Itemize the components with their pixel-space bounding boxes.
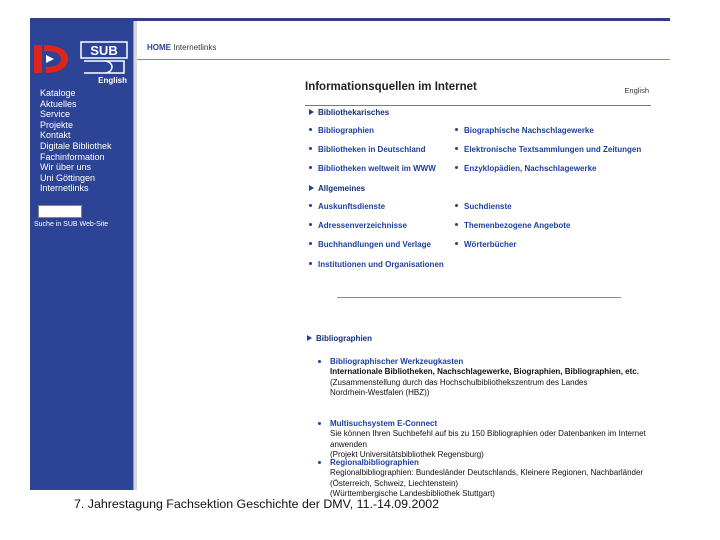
breadcrumb-home-link[interactable]: HOME <box>147 43 171 52</box>
link-label: Bibliotheken in Deutschland <box>318 145 426 154</box>
bullet-icon <box>455 204 458 207</box>
entry-line: (Projekt Universitätsbibliothek Regensburg) <box>330 449 484 459</box>
link-suchdienste[interactable] <box>455 202 512 211</box>
link-label: Enzyklopädien, Nachschlagewerke <box>464 164 597 173</box>
section-heading-label: Bibliothekarisches <box>318 108 390 117</box>
link-enzyklopaedien[interactable] <box>455 164 597 173</box>
bibliographien-heading <box>307 334 372 343</box>
link-institutionen-organisationen[interactable] <box>309 260 444 269</box>
bullet-icon <box>309 262 312 265</box>
bullet-icon <box>455 223 458 226</box>
sidebar-item-service[interactable]: Service <box>40 109 71 120</box>
section-divider <box>337 297 621 298</box>
sidebar <box>30 21 133 490</box>
sidebar-item-projekte[interactable]: Projekte <box>40 119 74 130</box>
sidebar-nav <box>40 88 112 194</box>
english-link[interactable]: English <box>624 86 649 95</box>
section-heading-bibliothekarisches <box>309 108 389 117</box>
link-label: Auskunftsdienste <box>318 202 386 211</box>
bullet-icon <box>309 204 312 207</box>
bibliography-entry <box>330 458 660 499</box>
sidebar-item-wir-ueber-uns[interactable]: Wir über uns <box>40 162 92 173</box>
link-label: Biographische Nachschlagewerke <box>464 126 594 135</box>
sidebar-item-fachinformation[interactable]: Fachinformation <box>40 151 105 162</box>
entry-bold-line: Internationale Bibliotheken, Nachschlagewerke, Biographien, Bibliographien, etc. <box>330 367 639 377</box>
link-woerterbuecher[interactable] <box>455 240 516 249</box>
svg-text:SUB: SUB <box>90 43 118 58</box>
triangle-right-icon <box>309 185 314 191</box>
bullet-icon <box>309 166 312 169</box>
entry-line: (Zusammenstellung durch das Hochschulbibliothekszentrum des Landes <box>330 377 588 387</box>
bullet-icon <box>318 422 321 425</box>
link-bibliographien[interactable] <box>309 126 374 135</box>
link-elektronische-textsammlungen[interactable] <box>455 145 641 154</box>
bullet-icon <box>309 223 312 226</box>
main-content <box>137 60 670 498</box>
slide-footer-caption: 7. Jahrestagung Fachsektion Geschichte der DMV, 11.-14.09.2002 <box>74 497 440 511</box>
title-bar <box>305 80 651 106</box>
link-auskunftsdienste[interactable] <box>309 202 385 211</box>
bullet-icon <box>309 147 312 150</box>
link-label: Bibliotheken weltweit im WWW <box>318 164 436 173</box>
sub-wordmark <box>80 41 128 75</box>
section-heading-label: Allgemeines <box>318 184 366 193</box>
sidebar-item-kataloge[interactable]: Kataloge <box>40 88 76 98</box>
sub-logo-mark-icon <box>32 41 72 77</box>
bullet-icon <box>309 242 312 245</box>
link-label: Wörterbücher <box>464 240 517 249</box>
entry-title-link[interactable]: Bibliographischer Werkzeugkasten <box>330 357 464 366</box>
link-label: Buchhandlungen und Verlage <box>318 240 431 249</box>
bullet-icon <box>455 128 458 131</box>
entry-title-link[interactable]: Regionalbibliographien <box>330 458 419 467</box>
link-label: Adressenverzeichnisse <box>318 221 407 230</box>
entry-line: Nordrhein-Westfalen (HBZ)) <box>330 387 430 397</box>
bibliography-entry <box>330 357 660 398</box>
site-search-input[interactable] <box>38 205 82 218</box>
link-bibliotheken-deutschland[interactable] <box>309 145 426 154</box>
browser-screenshot <box>30 21 670 498</box>
sidebar-item-digitale-bibliothek[interactable]: Digitale Bibliothek <box>40 140 112 151</box>
entry-line: Sie können Ihren Suchbefehl auf bis zu 150 Bibliographien oder Datenbanken im Internet anwenden <box>330 429 646 449</box>
bullet-icon <box>309 128 312 131</box>
bullet-icon <box>318 461 321 464</box>
link-label: Elektronische Textsammlungen und Zeitungen <box>464 145 642 154</box>
entry-line: (Österreich, Schweiz, Liechtenstein) <box>330 478 459 488</box>
bullet-icon <box>318 360 321 363</box>
bullet-icon <box>455 147 458 150</box>
triangle-right-icon <box>309 109 314 115</box>
link-label: Institutionen und Organisationen <box>318 260 444 269</box>
breadcrumb <box>147 43 216 52</box>
link-biographische-nachschlagewerke[interactable] <box>455 126 594 135</box>
entry-line: Regionalbibliographien: Bundesländer Deutschlands, Kleinere Regionen, Nachbarländer <box>330 468 644 478</box>
triangle-right-icon <box>307 335 312 341</box>
bullet-icon <box>455 166 458 169</box>
entry-line: (Württembergische Landesbibliothek Stuttgart) <box>330 488 495 498</box>
link-label: Bibliographien <box>318 126 374 135</box>
sidebar-item-uni-goettingen[interactable]: Uni Göttingen <box>40 172 96 183</box>
sidebar-item-internetlinks[interactable]: Internetlinks <box>40 183 89 194</box>
link-buchhandlungen-verlage[interactable] <box>309 240 431 249</box>
sidebar-english-link[interactable]: English <box>98 76 127 85</box>
sidebar-item-aktuelles[interactable]: Aktuelles <box>40 98 77 109</box>
top-nav <box>137 21 670 60</box>
link-adressenverzeichnisse[interactable] <box>309 221 407 230</box>
sidebar-item-kontakt[interactable]: Kontakt <box>40 130 71 141</box>
link-label: Suchdienste <box>464 202 512 211</box>
breadcrumb-current: Internetlinks <box>173 43 217 52</box>
entry-title-link[interactable]: Multisuchsystem E-Connect <box>330 419 438 428</box>
page-title: Informationsquellen im Internet <box>305 81 477 93</box>
section-heading-allgemeines <box>309 184 365 193</box>
bibliography-entry <box>330 419 660 460</box>
bibliographien-heading-label: Bibliographien <box>316 334 372 343</box>
link-label: Themenbezogene Angebote <box>464 221 571 230</box>
link-themenbezogene-angebote[interactable] <box>455 221 570 230</box>
site-search-label: Suche in SUB Web-Site <box>34 221 109 228</box>
link-bibliotheken-weltweit[interactable] <box>309 164 436 173</box>
bullet-icon <box>455 242 458 245</box>
